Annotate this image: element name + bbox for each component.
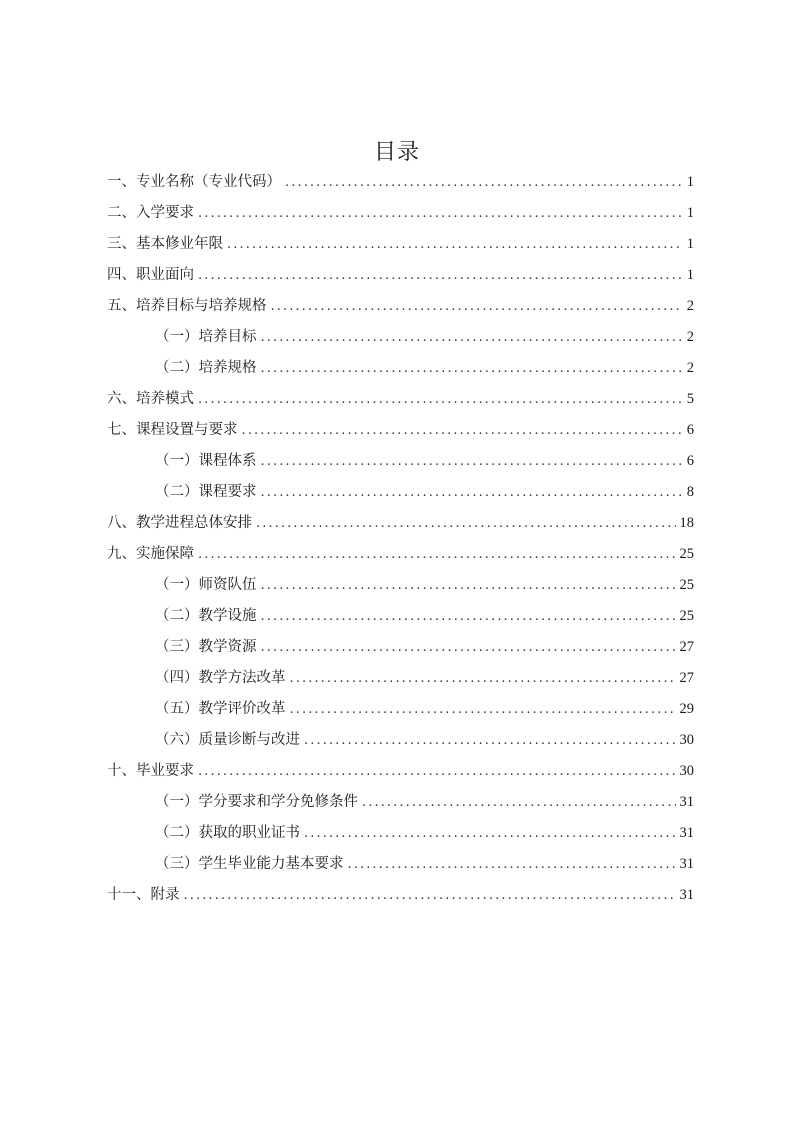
toc-entry[interactable] — [107, 291, 694, 322]
toc-entry-page: 27 — [679, 670, 694, 686]
toc-entry-page: 2 — [686, 329, 694, 345]
dot-leader — [227, 229, 683, 260]
toc-entry[interactable] — [107, 539, 694, 570]
dot-leader — [242, 415, 683, 446]
toc-title: 目录 — [373, 140, 420, 165]
toc-subentry[interactable] — [107, 353, 694, 384]
toc-list — [107, 167, 694, 911]
dot-leader — [290, 663, 676, 694]
toc-entry-label: （六）质量诊断与改进 — [155, 732, 300, 748]
dot-leader — [261, 477, 683, 508]
dot-leader — [261, 570, 676, 601]
toc-entry-label: （二）教学设施 — [155, 608, 257, 624]
toc-entry-label: （一）课程体系 — [155, 453, 257, 469]
toc-entry-label: 五、培养目标与培养规格 — [107, 298, 267, 314]
toc-subentry[interactable] — [107, 694, 694, 725]
toc-entry-page: 1 — [686, 236, 694, 252]
toc-entry-label: 四、职业面向 — [107, 267, 194, 283]
toc-entry-label: （三）学生毕业能力基本要求 — [155, 856, 344, 872]
toc-entry[interactable] — [107, 415, 694, 446]
dot-leader — [261, 632, 676, 663]
toc-entry[interactable] — [107, 167, 694, 198]
toc-entry-label: （四）教学方法改革 — [155, 670, 286, 686]
toc-entry-page: 31 — [679, 856, 694, 872]
toc-entry[interactable] — [107, 756, 694, 787]
dot-leader — [304, 818, 676, 849]
toc-subentry[interactable] — [107, 787, 694, 818]
toc-entry-page: 6 — [686, 422, 694, 438]
toc-subentry[interactable] — [107, 725, 694, 756]
toc-entry-label: 一、专业名称（专业代码） — [107, 174, 281, 190]
toc-entry-page: 30 — [679, 763, 694, 779]
toc-entry[interactable] — [107, 508, 694, 539]
toc-entry-label: （五）教学评价改革 — [155, 701, 286, 717]
toc-entry-page: 30 — [679, 732, 694, 748]
toc-entry-page: 31 — [679, 825, 694, 841]
toc-entry-label: 十一、附录 — [107, 887, 180, 903]
dot-leader — [348, 849, 676, 880]
dot-leader — [261, 446, 683, 477]
toc-subentry[interactable] — [107, 570, 694, 601]
toc-entry[interactable] — [107, 880, 694, 911]
toc-entry-label: 三、基本修业年限 — [107, 236, 223, 252]
toc-subentry[interactable] — [107, 818, 694, 849]
toc-entry-label: （二）培养规格 — [155, 360, 257, 376]
toc-entry-page: 31 — [679, 887, 694, 903]
dot-leader — [285, 167, 683, 198]
toc-entry-label: （二）课程要求 — [155, 484, 257, 500]
toc-entry-page: 25 — [679, 608, 694, 624]
toc-entry-label: 六、培养模式 — [107, 391, 194, 407]
toc-entry-page: 2 — [686, 360, 694, 376]
toc-entry-page: 31 — [679, 794, 694, 810]
dot-leader — [290, 694, 676, 725]
toc-subentry[interactable] — [107, 446, 694, 477]
toc-entry-page: 1 — [686, 205, 694, 221]
toc-subentry[interactable] — [107, 322, 694, 353]
dot-leader — [198, 198, 683, 229]
toc-entry-page: 5 — [686, 391, 694, 407]
toc-subentry[interactable] — [107, 601, 694, 632]
toc-entry-page: 18 — [679, 515, 694, 531]
toc-entry-label: 七、课程设置与要求 — [107, 422, 238, 438]
toc-entry-page: 1 — [686, 267, 694, 283]
toc-entry-label: （三）教学资源 — [155, 639, 257, 655]
dot-leader — [261, 601, 676, 632]
dot-leader — [271, 291, 683, 322]
toc-subentry[interactable] — [107, 632, 694, 663]
toc-entry-page: 8 — [686, 484, 694, 500]
toc-entry-label: （一）培养目标 — [155, 329, 257, 345]
toc-subentry[interactable] — [107, 477, 694, 508]
toc-subentry[interactable] — [107, 663, 694, 694]
toc-subentry[interactable] — [107, 849, 694, 880]
toc-entry[interactable] — [107, 229, 694, 260]
toc-entry-label: （二）获取的职业证书 — [155, 825, 300, 841]
toc-entry-page: 1 — [686, 174, 694, 190]
dot-leader — [198, 384, 683, 415]
dot-leader — [362, 787, 676, 818]
dot-leader — [261, 353, 683, 384]
dot-leader — [198, 539, 676, 570]
dot-leader — [198, 260, 683, 291]
toc-entry-page: 29 — [679, 701, 694, 717]
toc-entry[interactable] — [107, 384, 694, 415]
dot-leader — [261, 322, 683, 353]
toc-entry-page: 25 — [679, 546, 694, 562]
toc-entry-page: 27 — [679, 639, 694, 655]
toc-entry[interactable] — [107, 260, 694, 291]
toc-entry-page: 6 — [686, 453, 694, 469]
toc-entry-label: 十、毕业要求 — [107, 763, 194, 779]
dot-leader — [184, 880, 676, 911]
toc-entry-label: 九、实施保障 — [107, 546, 194, 562]
toc-entry-label: 八、教学进程总体安排 — [107, 515, 252, 531]
toc-entry-page: 25 — [679, 577, 694, 593]
dot-leader — [256, 508, 676, 539]
toc-entry-label: （一）学分要求和学分免修条件 — [155, 794, 358, 810]
toc-entry-label: 二、入学要求 — [107, 205, 194, 221]
dot-leader — [304, 725, 676, 756]
toc-entry-label: （一）师资队伍 — [155, 577, 257, 593]
dot-leader — [198, 756, 676, 787]
toc-entry[interactable] — [107, 198, 694, 229]
toc-entry-page: 2 — [686, 298, 694, 314]
